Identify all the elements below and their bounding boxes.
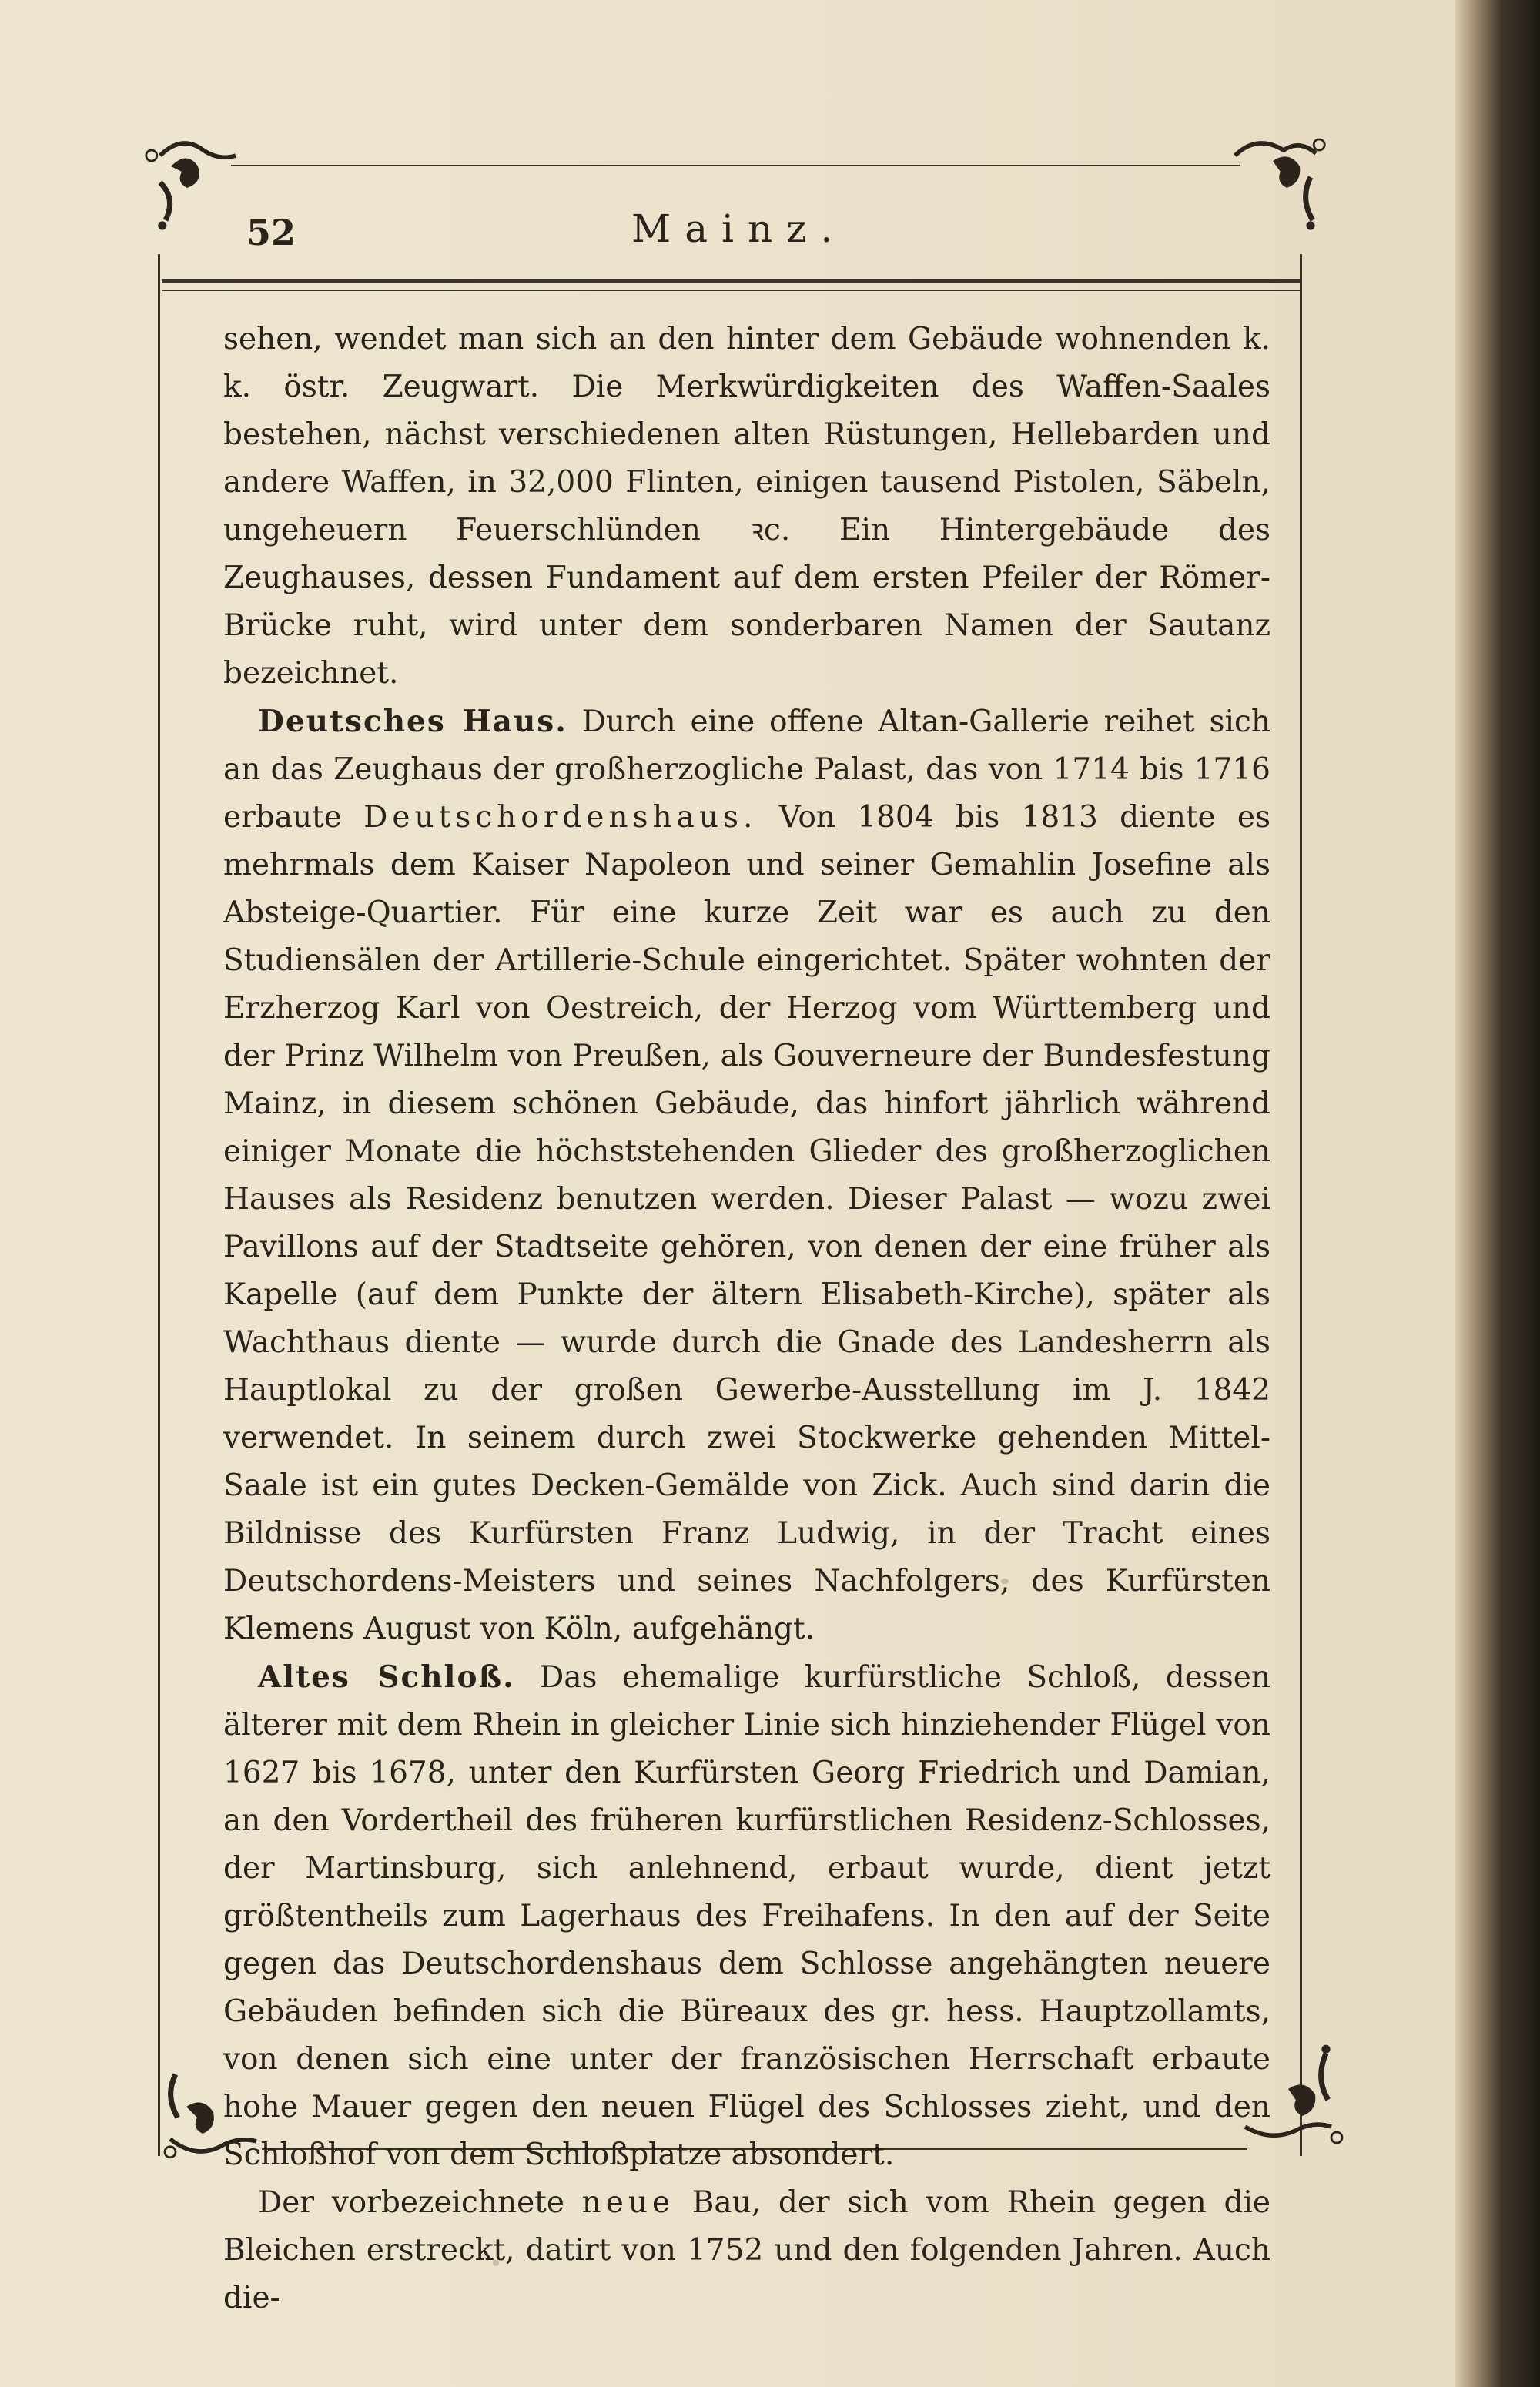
page-edge-shadow [1455,0,1540,2387]
paper-speck [1001,1578,1009,1584]
paragraph-altes-schloss [223,1653,1270,2179]
paragraph-deutsches-haus [223,698,1270,1653]
paragraph-text: Durch eine offene Altan-Gallerie reihet sich an das Zeughaus der großherzogliche Palast, das von 1714 bis 1716 erbaute [223,705,1270,835]
paragraph-neuer-bau [223,2179,1270,2322]
paragraph-zeughaus: sehen, wendet man sich an den hinter dem Gebäude wohnenden k. k. östr. Zeugwart. Die Merkwürdigkeiten des Waffen-Saales bestehen, nächst verschiedenen alten Rüstungen, Hellebarden und andere Waffen, in 32,000 Flinten, einigen tausend Pistolen, Säbeln, ungeheuern Feuerschlünden ꝛc. Ein Hintergebäude des Zeughauses, dessen Fundament auf dem ersten Pfeiler der Römer-Brücke ruht, wird unter dem sonderbaren Namen der Sautanz bezeichnet. [223,322,1270,691]
paragraph-text: Das ehemalige kurfürstliche Schloß, dessen älterer mit dem Rhein in gleicher Linie sich hinziehender Flügel von 1627 bis 1678, unter den Kurfürsten Georg Friedrich und Damian, an den Vordertheil des früheren kurfürstlichen Residenz-Schlosses, der Martinsburg, sich anlehnend, erbaut wurde, dient jetzt größtentheils zum Lagerhaus des Freihafens. In den auf der Seite gegen das Deutschordenshaus dem Schlosse angehängten neuere Gebäuden befinden sich die Büreaux des gr. hess. Hauptzollamts, von denen sich eine unter der französischen Herrschaft erbaute hohe Mauer gegen den neuen Flügel des Schlosses zieht, und den Schloßhof von dem Schloßplatze absondert. [223,1660,1270,2172]
section-heading-altes-schloss: Altes Schloß. [258,1659,515,1695]
running-title: Mainz. [631,206,847,251]
spaced-emphasis: Deutschordenshaus. [363,800,758,835]
page-number: 52 [246,212,296,253]
paper-speck [493,2260,499,2266]
header-thin-rule [162,290,1301,291]
spaced-emphasis: neue [581,2185,675,2220]
body-text [223,316,1270,2315]
paragraph-text: Der vorbezeichnete [258,2185,582,2220]
header-thick-rule [162,279,1301,283]
corner-ornament-icon [1224,123,1332,231]
section-heading-deutsches-haus: Deutsches Haus. [258,704,567,739]
corner-ornament-icon [139,123,246,231]
top-rule [231,165,1240,166]
paragraph-text: Bau, der sich vom Rhein gegen die Bleichen erstreckt, datirt von 1752 und den folgenden Jahren. Auch die- [223,2185,1270,2315]
paragraph-text: Von 1804 bis 1813 diente es mehrmals dem Kaiser Napoleon und seiner Gemahlin Josefine als Absteige-Quartier. Für eine kurze Zeit war es auch zu den Studiensälen der Artillerie-Schule eingerichtet. Später wohnten der Erzherzog Karl von Oestreich, der Herzog vom Württemberg und der Prinz Wilhelm von Preußen, als Gouverneure der Bundesfestung Mainz, in diesem schönen Gebäude, das hinfort jährlich während einiger Monate die höchststehenden Glieder des großherzoglichen Hauses als Residenz benutzen werden. Dieser Palast — wozu zwei Pavillons auf der Stadtseite gehören, von denen der eine früher als Kapelle (auf dem Punkte der ältern Elisabeth-Kirche), später als Wachthaus diente — wurde durch die Gnade des Landesherrn als Hauptlokal zu der großen Gewerbe-Ausstellung im J. 1842 verwendet. In seinem durch zwei Stockwerke gehenden Mittel-Saale ist ein gutes Decken-Gemälde von Zick. Auch sind darin die Bildnisse des Kurfürsten Franz Ludwig, in der Tracht eines Deutschordens-Meisters und seines Nachfolgers, des Kurfürsten Klemens August von Köln, aufgehängt. [223,800,1270,1646]
